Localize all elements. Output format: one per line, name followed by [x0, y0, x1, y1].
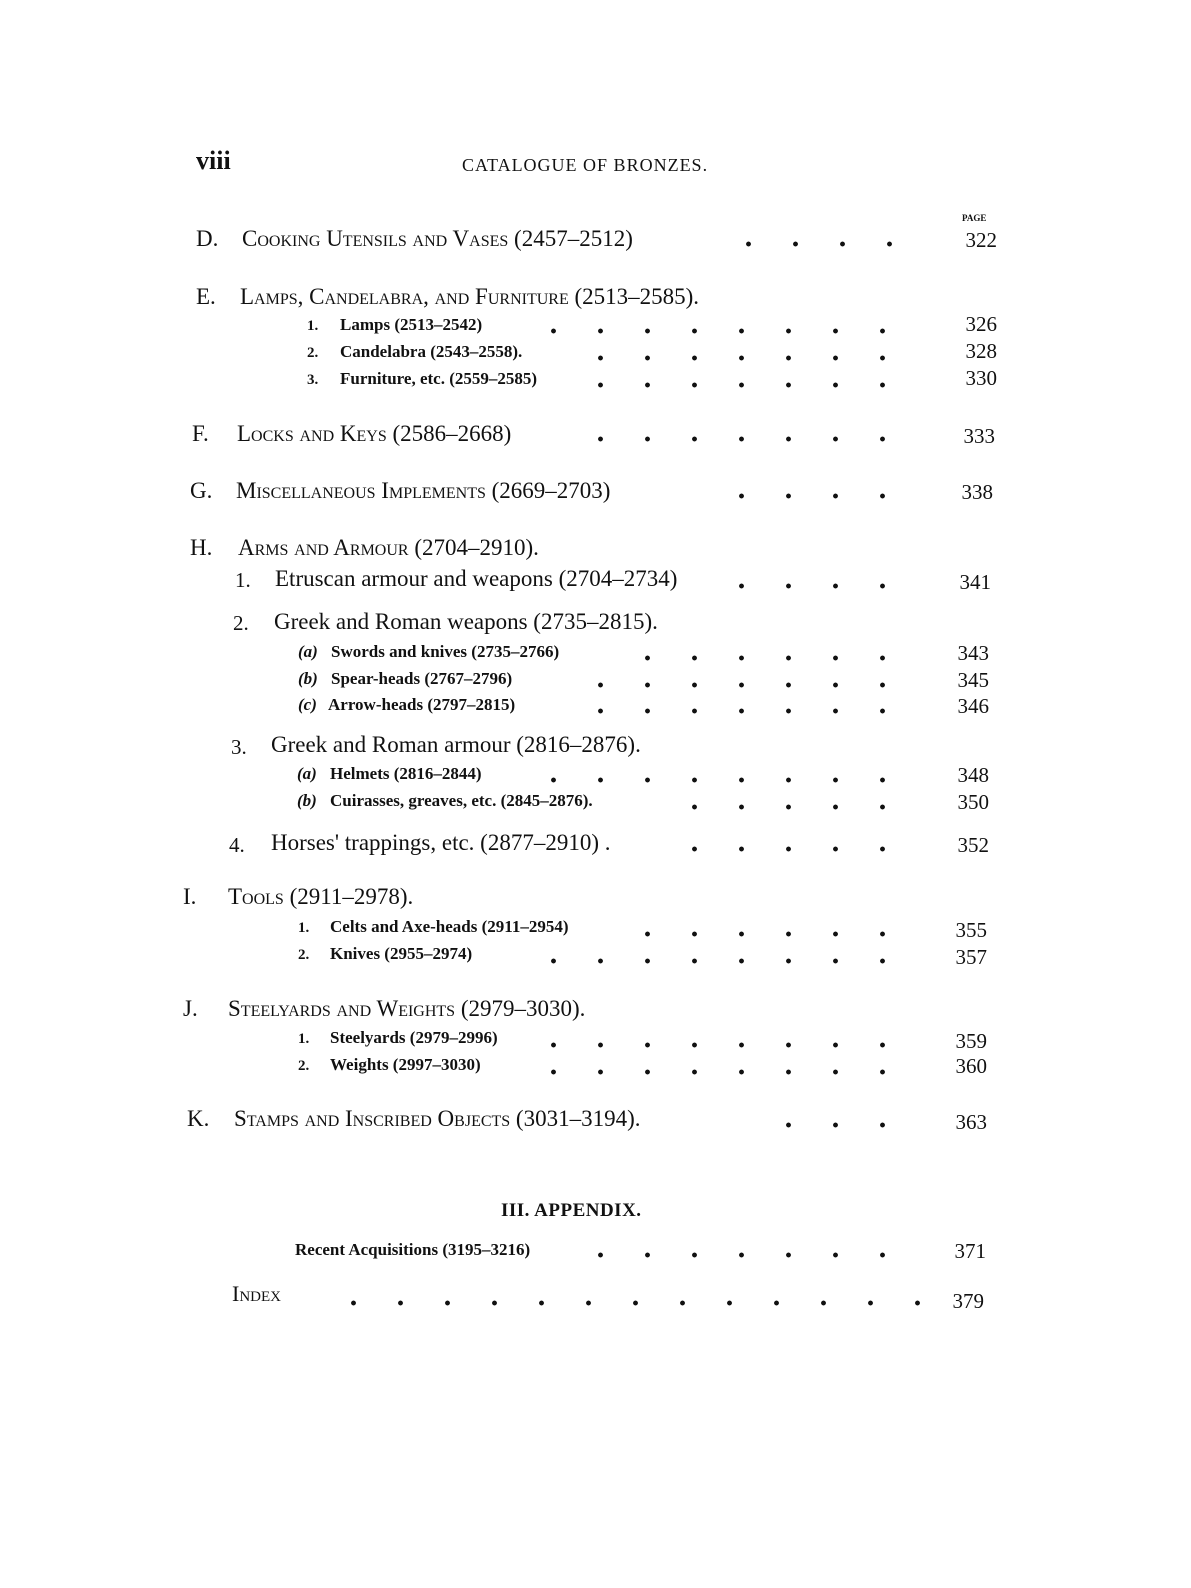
recent-acquisitions-label: Recent Acquisitions (3195–3216) [295, 1240, 531, 1259]
section-d-letter: D. [196, 226, 219, 251]
section-e-item-label: Furniture, etc. (2559–2585) [340, 369, 538, 388]
section-j-item-page: 359 [955, 1029, 987, 1053]
section-h-item-page: 348 [957, 763, 989, 787]
section-f-page: 333 [963, 424, 995, 448]
section-e-item-num: 2. [307, 345, 319, 361]
dot-leader [624, 655, 925, 661]
section-h-sub-page: 352 [957, 833, 989, 857]
section-j-title: Steelyards and Weights (2979–3030). [228, 996, 586, 1021]
section-h-item-page: 346 [957, 694, 989, 718]
section-i-letter: I. [183, 884, 197, 909]
section-h-item-page: 350 [957, 790, 989, 814]
section-k-letter: K. [187, 1106, 210, 1131]
dot-leader [765, 1122, 925, 1128]
section-h-item-num: (a) [297, 764, 317, 783]
section-h-item-label: Spear-heads (2767–2796) [331, 669, 513, 688]
section-k-page: 363 [955, 1110, 987, 1134]
section-i-title: Tools (2911–2978). [228, 884, 414, 909]
page-number: viii [196, 146, 231, 175]
section-h-item-label: Helmets (2816–2844) [330, 764, 482, 783]
section-i-item-num: 1. [298, 920, 310, 936]
section-h-item-label: Cuirasses, greaves, etc. (2845–2876). [330, 791, 593, 810]
section-h-sub-num: 2. [233, 611, 249, 635]
section-h-sub-label: Greek and Roman weapons (2735–2815). [274, 609, 658, 634]
section-e-title: Lamps, Candelabra, and Furniture (2513–2585). [240, 284, 700, 309]
dot-leader [530, 777, 925, 783]
recent-acquisitions-page: 371 [954, 1239, 986, 1263]
section-j-item-num: 1. [298, 1031, 310, 1047]
section-j-letter: J. [183, 996, 198, 1021]
section-h-item-page: 345 [957, 668, 989, 692]
section-j-item-num: 2. [298, 1058, 310, 1074]
dot-leader [530, 328, 925, 334]
dot-leader [577, 355, 925, 361]
section-h-item-label: Arrow-heads (2797–2815) [328, 695, 516, 714]
dot-leader [330, 1300, 925, 1306]
section-h-item-num: (b) [297, 791, 317, 810]
section-h-sub-label: Horses' trappings, etc. (2877–2910) . [271, 830, 611, 855]
dot-leader [530, 958, 925, 964]
dot-leader [530, 1069, 925, 1075]
section-g-page: 338 [961, 480, 993, 504]
section-h-item-num: (a) [298, 642, 318, 661]
page-column-label: PAGE [962, 213, 987, 223]
section-h-item-num: (b) [298, 669, 318, 688]
section-e-item-page: 328 [965, 339, 997, 363]
section-e-item-num: 3. [307, 372, 319, 388]
section-i-item-label: Knives (2955–2974) [330, 944, 473, 963]
section-f-letter: F. [192, 421, 209, 446]
section-e-item-label: Candelabra (2543–2558). [340, 342, 523, 361]
section-j-item-label: Weights (2997–3030) [330, 1055, 481, 1074]
section-k-title: Stamps and Inscribed Objects (3031–3194). [234, 1106, 641, 1131]
section-i-item-label: Celts and Axe-heads (2911–2954) [330, 917, 569, 936]
dot-leader [671, 846, 925, 852]
section-j-item-label: Steelyards (2979–2996) [330, 1028, 498, 1047]
section-h-title: Arms and Armour (2704–2910). [238, 535, 539, 560]
section-e-item-num: 1. [307, 318, 319, 334]
dot-leader [718, 583, 925, 589]
dot-leader [577, 708, 925, 714]
index-page: 379 [952, 1289, 984, 1313]
section-h-letter: H. [190, 535, 213, 560]
section-h-sub-num: 4. [229, 833, 245, 857]
dot-leader [577, 436, 925, 442]
section-e-item-label: Lamps (2513–2542) [340, 315, 483, 334]
section-h-item-num: (c) [298, 695, 317, 714]
section-i-item-page: 357 [955, 945, 987, 969]
section-i-item-num: 2. [298, 947, 310, 963]
appendix-heading: III. APPENDIX. [501, 1200, 642, 1221]
dot-leader [577, 1252, 925, 1258]
dot-leader [725, 241, 925, 247]
dot-leader [624, 931, 925, 937]
dot-leader [577, 682, 925, 688]
section-f-title: Locks and Keys (2586–2668) [237, 421, 512, 446]
section-e-item-page: 326 [965, 312, 997, 336]
section-j-item-page: 360 [955, 1054, 987, 1078]
section-i-item-page: 355 [955, 918, 987, 942]
section-e-item-page: 330 [965, 366, 997, 390]
section-h-sub-num: 3. [231, 735, 247, 759]
section-h-item-page: 343 [957, 641, 989, 665]
section-h-sub-page: 341 [959, 570, 991, 594]
dot-leader [718, 493, 925, 499]
section-h-sub-num: 1. [235, 568, 251, 592]
running-title: CATALOGUE OF BRONZES. [462, 155, 709, 175]
section-g-title: Miscellaneous Implements (2669–2703) [236, 478, 611, 503]
section-g-letter: G. [190, 478, 213, 503]
dot-leader [530, 1042, 925, 1048]
section-h-sub-label: Etruscan armour and weapons (2704–2734) [275, 566, 678, 591]
index-label: Index [232, 1281, 281, 1306]
section-e-letter: E. [196, 284, 216, 309]
dot-leader [577, 382, 925, 388]
dot-leader [671, 804, 925, 810]
section-d-page: 322 [965, 228, 997, 252]
section-h-sub-label: Greek and Roman armour (2816–2876). [271, 732, 641, 757]
section-d-title: Cooking Utensils and Vases (2457–2512) [242, 226, 633, 251]
section-h-item-label: Swords and knives (2735–2766) [331, 642, 560, 661]
